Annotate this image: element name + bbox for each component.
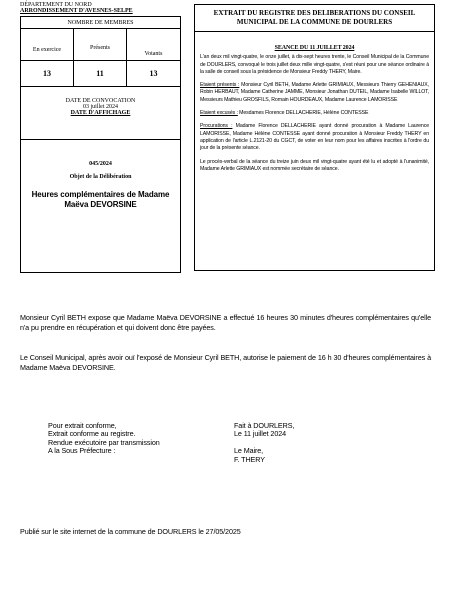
presents-label: Etaient présents : <box>200 82 240 89</box>
signature-right-line-1: Fait à DOURLERS, <box>234 421 295 430</box>
convocation-label: DATE DE CONVOCATION <box>65 98 136 104</box>
signature-right <box>234 422 294 464</box>
arrondissement-label: ARRONDISSEMENT D'AVESNES-SELPE <box>20 8 133 14</box>
signature-left-line-3: Rendue exécutoire par transmission <box>48 437 160 447</box>
main-paragraph-2: Le Conseil Municipal, après avoir ouï l'exposé de Monsieur Cyril BETH, autorise le paiement de 16 h 30 d'heures complémentaires à Madame Maëva DEVORSINE. <box>20 353 431 372</box>
col-en-exercice <box>21 29 74 61</box>
members-title: NOMBRE DE MEMBRES <box>21 17 180 29</box>
value-en-exercice-cell <box>21 61 74 87</box>
value-votants: 13 <box>149 69 158 78</box>
signature-left-line-2: Extrait conforme au registre. <box>48 429 136 439</box>
affichage-label: DATE D'AFFICHAGE <box>70 110 131 116</box>
objet-label: Objet de la Délibération <box>69 174 132 180</box>
signature-left-line-1: Pour extrait conforme, <box>48 421 117 430</box>
value-en-exercice: 13 <box>43 69 51 78</box>
extrait-box <box>194 4 435 271</box>
value-votants-cell <box>127 61 180 87</box>
value-presents: 11 <box>96 69 104 78</box>
extrait-title: EXTRAIT DU REGISTRE DES DELIBERATIONS DU CONSEIL MUNICIPAL DE LA COMMUNE DE DOURLERS <box>195 5 434 32</box>
excuses-list: Mesdames Florence DELLACHERIE, Hélène CONTESSE <box>237 110 369 117</box>
intro-paragraph: L'an deux mil vingt-quatre, le onze juillet, à dix-sept heures trente, le Conseil Municipal de la Commune de DOURLERS, convoqué le trois juillet deux mille vingt-quatre, s'est réuni pour une séance ordinaire à la salle de conseil sous la présidence de Monsieur Freddy THERY, Maire. <box>200 54 429 75</box>
deliberation-number: 045/2024 <box>89 161 112 167</box>
signature-left <box>48 422 160 456</box>
convocation-section <box>21 87 180 140</box>
membres-box <box>20 16 181 273</box>
excuses-paragraph <box>200 110 429 117</box>
extrait-body <box>200 45 429 179</box>
signature-right-line-4: Le Maire, <box>234 446 264 456</box>
excuses-label: Etaient excusés : <box>200 110 238 117</box>
signature-right-line-5: F. THERY <box>234 454 265 464</box>
col-label-votants: Votants <box>144 51 163 57</box>
value-presents-cell <box>74 61 127 87</box>
procurations-label: Procurations : <box>200 123 233 130</box>
deliberation-section <box>21 140 180 272</box>
convocation-date: 03 juillet 2024 <box>83 104 118 110</box>
signature-right-line-2: Le 11 juillet 2024 <box>234 429 287 439</box>
col-votants <box>127 29 180 61</box>
col-label-presents: Présents <box>90 45 110 51</box>
signature-left-line-4: A la Sous Préfecture : <box>48 446 116 456</box>
procurations-paragraph <box>200 123 429 152</box>
departement-label: DÉPARTEMENT DU NORD <box>20 2 92 8</box>
col-presents <box>74 29 127 61</box>
main-paragraph-1: Monsieur Cyril BETH expose que Madame Maëva DEVORSINE a effectué 16 heures 30 minutes d'heures complémentaires qu'elle n'a pu prendre en récupération et qui doivent donc être payées. <box>20 313 431 332</box>
seance-title: SEANCE DU 11 JUILLET 2024 <box>274 45 355 51</box>
procurations-text: Madame Florence DELLACHERIE ayant donné procuration à Madame Laurence LAMORISSE, Madame Hélène CONTESSE ayant donné procuration à Monsieur Freddy THERY en application de l'article L.2121-20 du CGCT, de voter en leur nom pour les affaires inscrites à l'ordre du jour de la présente séance. <box>200 123 429 152</box>
col-label-en-exercice: En exercice <box>32 47 62 53</box>
presents-list: Monsieur Cyril BETH, Madame Arlette GRIMIAUX, Messieurs Thierry GEHENIAUX, Robin HERBAUT, Madame Catherine JAMME, Monsieur Jonathan DUTEIL, Madame Isabelle WILLOT, Messieurs Mathieu GROSFILS, Romain HOURDEAUX, Madame Laurence LAMORISSE <box>200 82 429 103</box>
publication-notice: Publié sur le site internet de la commune de DOURLERS le 27/05/2025 <box>20 527 241 536</box>
objet-title: Heures complémentaires de Madame Maëva DEVORSINE <box>31 190 170 209</box>
presents-paragraph <box>200 82 429 104</box>
proces-verbal-paragraph: Le procès-verbal de la séance du treize juin deux mil vingt-quatre ayant été lu et adopté à l'unanimité, Madame Arlette GRIMIAUX est nommée secrétaire de séance. <box>200 158 429 172</box>
